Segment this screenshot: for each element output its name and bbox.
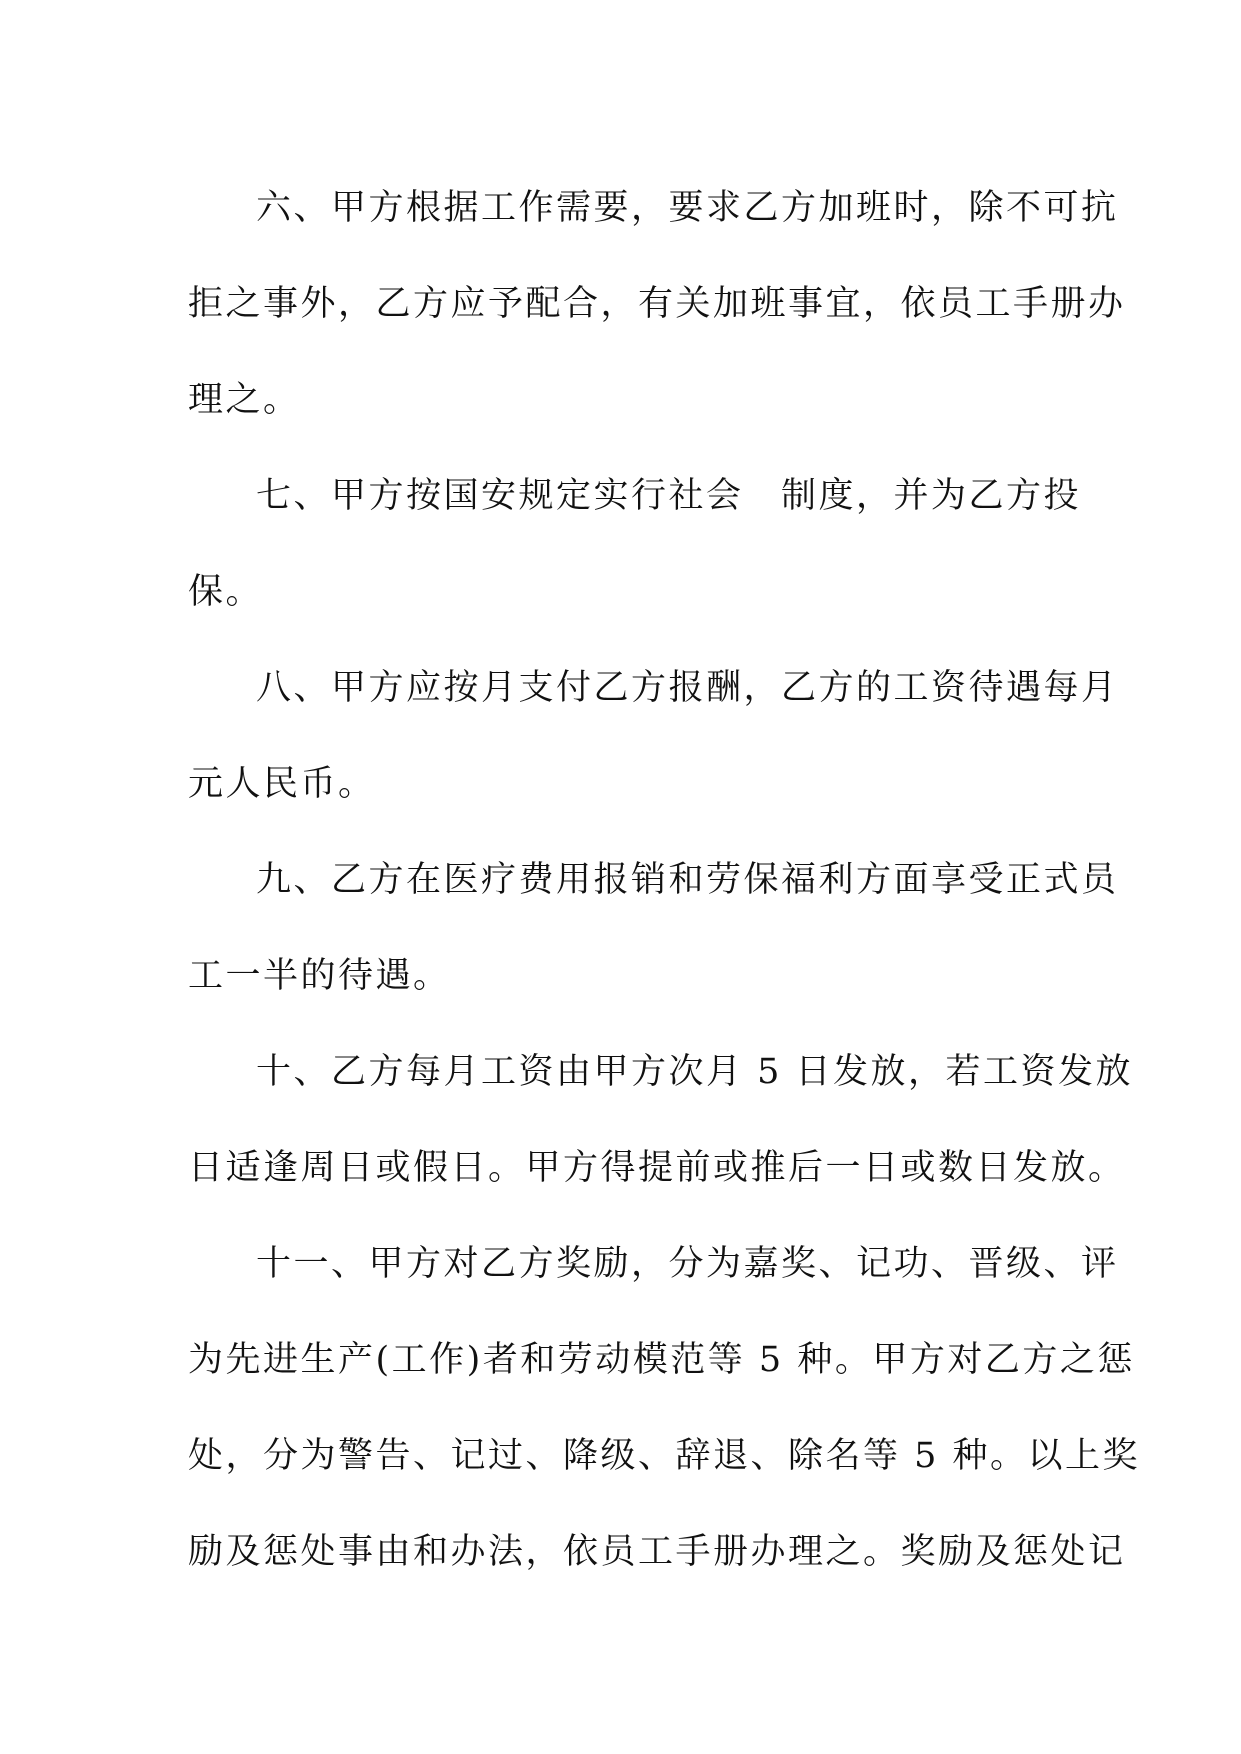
- clause-7-line-1: 七、甲方按国安规定实行社会 制度，并为乙方投: [256, 476, 1082, 516]
- clause-11-line-4: 励及惩处事由和办法，依员工手册办理之。奖励及惩处记: [188, 1532, 1126, 1572]
- clause-11-line-3: 处，分为警告、记过、降级、辞退、除名等 5 种。以上奖: [188, 1436, 1141, 1476]
- clause-8-line-1: 八、甲方应按月支付乙方报酬，乙方的工资待遇每月: [256, 668, 1119, 708]
- clause-11-line-1: 十一、甲方对乙方奖励，分为嘉奖、记功、晋级、评: [256, 1244, 1119, 1284]
- clause-10-line-1: 十、乙方每月工资由甲方次月 5 日发放，若工资发放: [256, 1052, 1134, 1092]
- clause-11-line-2: 为先进生产(工作)者和劳动模范等 5 种。甲方对乙方之惩: [188, 1340, 1135, 1380]
- clause-10-line-2: 日适逢周日或假日。甲方得提前或推后一日或数日发放。: [188, 1148, 1126, 1188]
- clause-6-line-1: 六、甲方根据工作需要，要求乙方加班时，除不可抗: [256, 188, 1119, 228]
- clause-7-line-2: 保。: [188, 572, 264, 612]
- document-body: [188, 160, 1141, 1600]
- clause-6-line-3: 理之。: [188, 380, 301, 420]
- clause-8-line-2: 元人民币。: [188, 764, 376, 804]
- clause-9-line-1: 九、乙方在医疗费用报销和劳保福利方面享受正式员: [256, 860, 1119, 900]
- clause-9-line-2: 工一半的待遇。: [188, 956, 451, 996]
- clause-6-line-2: 拒之事外，乙方应予配合，有关加班事宜，依员工手册办: [188, 284, 1126, 324]
